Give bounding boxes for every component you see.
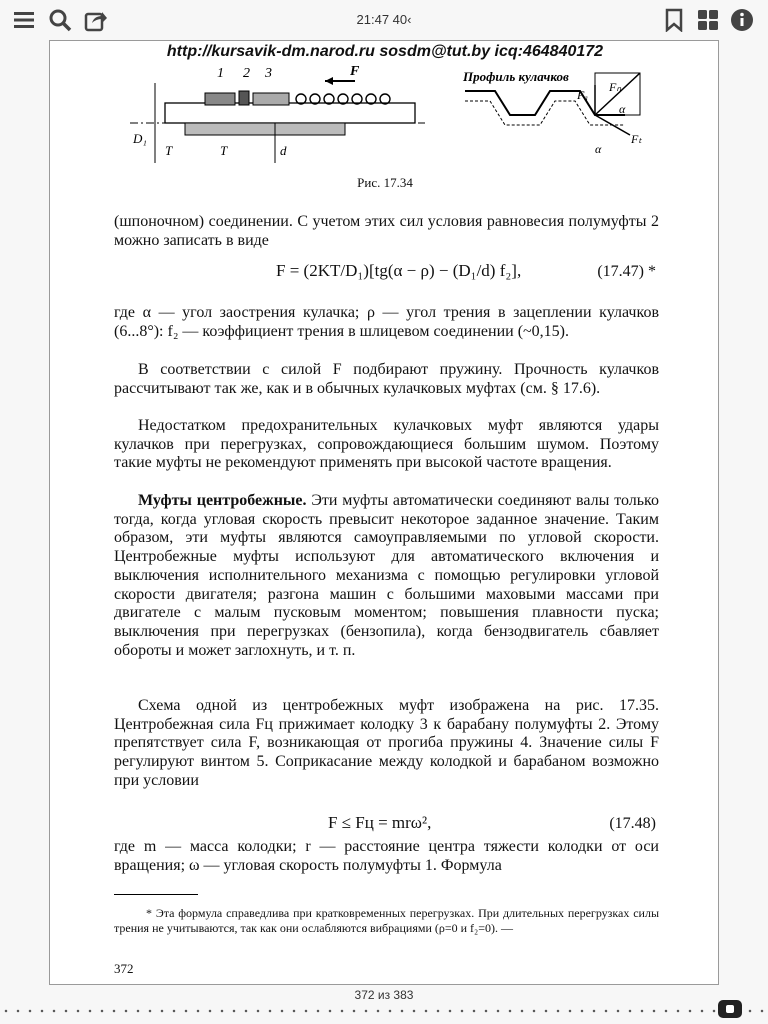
- fig-label-d1: D₁: [133, 131, 147, 146]
- formula-17-48: F ≤ Fц = mrω²,: [328, 813, 432, 832]
- fig-right-title: Профиль кулачков: [463, 69, 569, 84]
- top-toolbar: [0, 0, 768, 40]
- equation-number-17-48: (17.48): [609, 815, 656, 832]
- footnote: * Эта формула справедлива при кратковременных перегрузках. При длительных перегрузках силы трения не учитываются, так как они ослабляются вибрациями (ρ=0 и f₂=0). —: [114, 906, 659, 935]
- paragraph-5: Муфты центробежные. Эти муфты автоматически соединяют валы только тогда, когда угловая скорость превысит некоторое заданное значение. Таким образом, эти муфты являются самоуправляемыми по угловой скорости. Центробежные муфты используют для автоматического включения и выключения исполнительного механизма с помощью регулировки угловой скорости двигателя; разгона машин с большими маховыми массами при двигателе с малым пусковым моментом; повышения плавности пуска; выключения при перегрузках (бензопила), когда бензодвигатель сбавляет обороты и может заглохнуть, и т. п.: [114, 492, 660, 659]
- fig-label-alpha-top: α: [619, 102, 626, 116]
- fig-label-2: 2: [243, 66, 250, 81]
- page-header-url: http://kursavik-dm.narod.ru sosdm@tut.by icq:464840172: [166, 43, 604, 60]
- paragraph-2: где α — угол заострения кулачка; ρ — угол трения в зацеплении кулачков (6...8°): f₂ — коэффициент трения в шлицевом соединении (~0,15).: [114, 304, 659, 340]
- page-counter: 372 из 383: [354, 988, 414, 1002]
- paragraph-6: Схема одной из центробежных муфт изображена на рис. 17.35. Центробежная сила Fц прижимает колодку 3 к барабану полумуфты 2. Этому препятствует сила F, возникающая от прогиба пружины 4. Значение силы F регулируют винтом 5. Соприкасание между колодкой и барабаном возможно при условии: [114, 697, 659, 789]
- grid-view-icon[interactable]: [696, 8, 720, 32]
- info-icon[interactable]: [730, 8, 754, 32]
- fig-label-t-right: T: [220, 143, 228, 158]
- page-number: 372: [114, 961, 134, 976]
- fig-label-fn: Fₙ: [609, 80, 622, 94]
- clutch-diagram: [125, 63, 665, 178]
- paragraph-7: где m — масса колодки; r — расстояние центра тяжести колодки от оси вращения; ω — угловая скорость полумуфты 1. Формула: [114, 838, 659, 874]
- figure-17-34: [125, 63, 665, 223]
- fig-label-f: F: [350, 64, 360, 79]
- fig-label-alpha-bottom: α: [595, 142, 602, 156]
- fig-label-3: 3: [265, 66, 272, 81]
- paragraph-1: (шпоночном) соединении. С учетом этих сил условия равновесия полумуфты 2 можно записать в виде: [114, 213, 659, 249]
- fig-label-1: 1: [217, 66, 224, 81]
- status-time: 21:47 40‹: [356, 12, 412, 27]
- fig-label-fa: Fₐ: [577, 88, 588, 102]
- page-scrubber-track[interactable]: [0, 1008, 768, 1014]
- book-page: [49, 40, 719, 985]
- paragraph-4: Недостатком предохранительных кулачковых муфт являются удары кулачков при перегрузках, сопровождающиеся большим шумом. Поэтому такие муфты не рекомендуют применять при высокой частоте вращения.: [114, 417, 659, 472]
- page-scrubber-thumb[interactable]: [718, 1000, 742, 1018]
- equation-number-17-47: (17.47) *: [597, 263, 656, 280]
- fig-label-ft: Fₜ: [631, 132, 642, 146]
- paragraph-3: В соответствии с силой F подбирают пружину. Прочность кулачков рассчитывают так же, как и в обычных кулачковых муфтах (см. § 17.6).: [114, 361, 659, 397]
- footnote-divider: [114, 894, 198, 895]
- section-heading: Муфты центробежные.: [138, 492, 307, 509]
- bookmark-icon[interactable]: [662, 8, 686, 32]
- formula-17-47: F = (2KT/D₁)[tg(α − ρ) − (D₁/d) f₂],: [276, 261, 522, 280]
- figure-caption: Рис. 17.34: [357, 175, 413, 190]
- fig-label-t-left: T: [165, 143, 173, 158]
- fig-label-d: d: [280, 143, 287, 158]
